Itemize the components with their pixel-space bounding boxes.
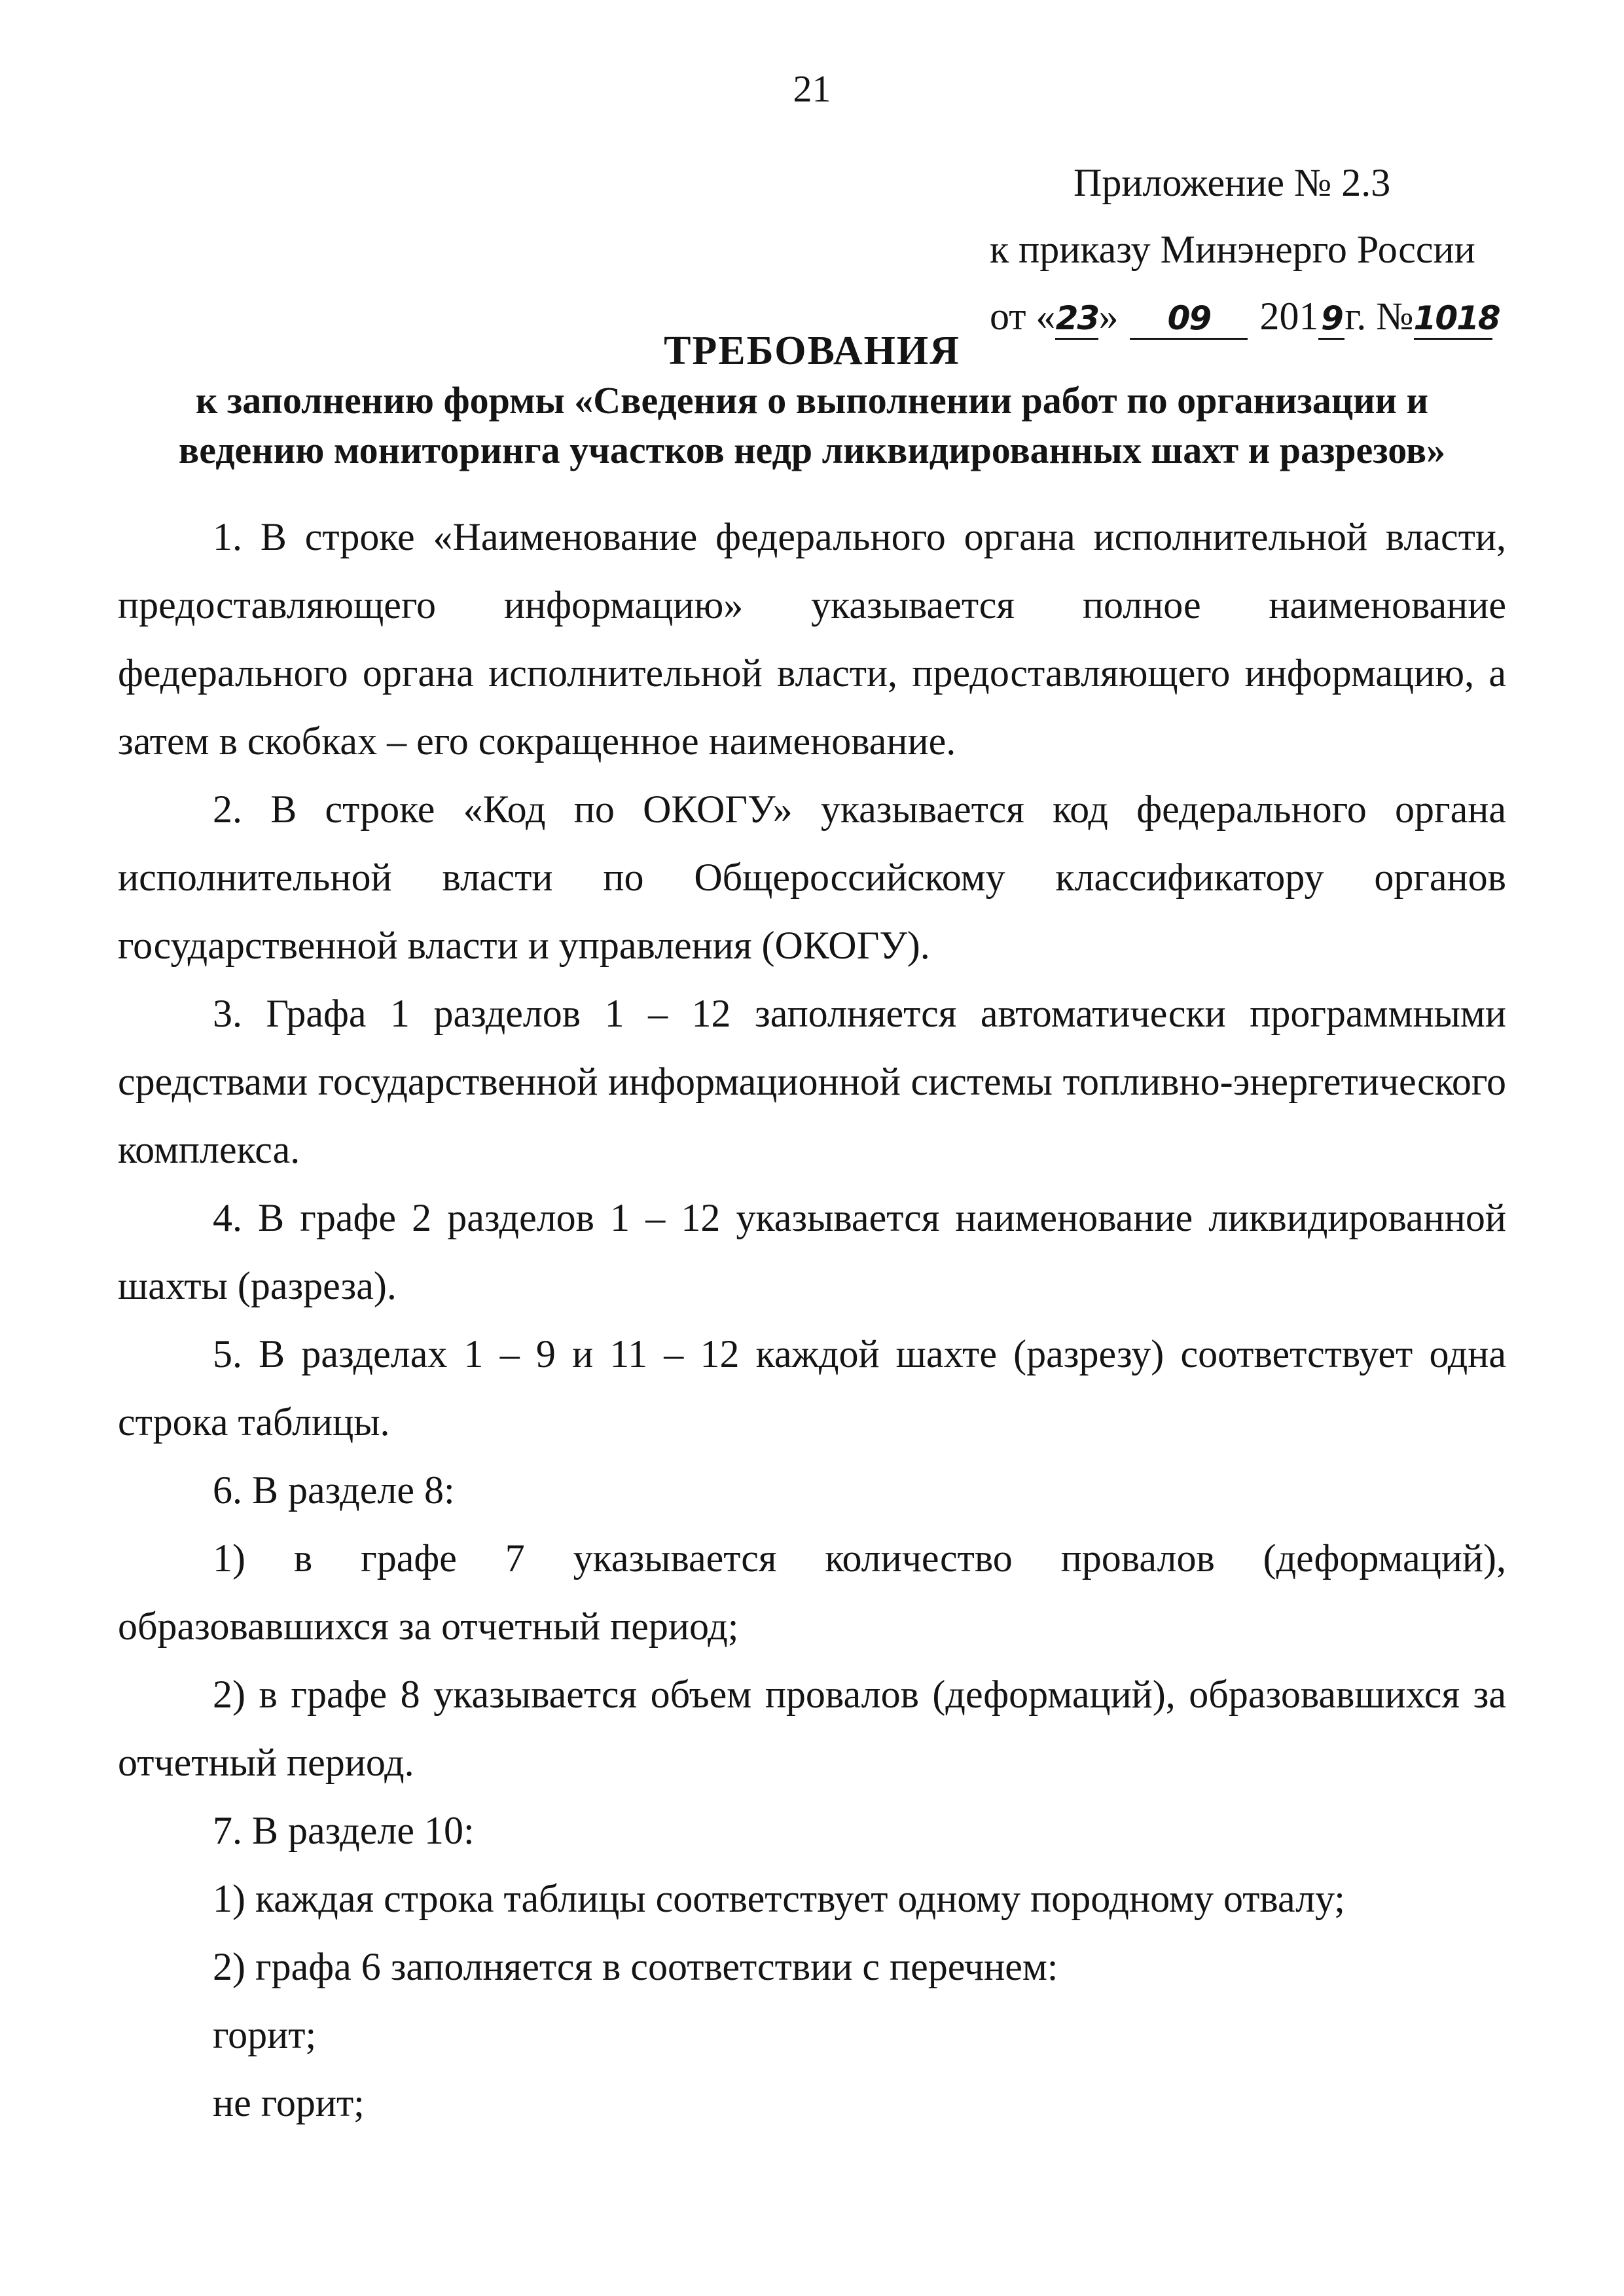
document-body	[118, 503, 1506, 2137]
appendix-title: Приложение № 2.3	[1074, 161, 1391, 204]
list-value-burning: горит;	[213, 2013, 317, 2056]
date-prefix: от «	[990, 295, 1056, 338]
appendix-order-ref: к приказу Минэнерго России	[990, 228, 1475, 271]
paragraph-1: 1. В строке «Наименование федерального органа исполнительной власти, предоставляющего информацию» указывается полное наименование федерального органа исполнительной власти, предоставляющего информацию, а затем в скобках – его сокращенное наименование.	[118, 515, 1506, 763]
handwritten-order-number: 1018	[1414, 299, 1492, 340]
paragraph-6-heading: 6. В разделе 8:	[213, 1468, 455, 1512]
paragraph-2: 2. В строке «Код по ОКОГУ» указывается код федерального органа исполнительной власти по Общероссийскому классификатору органов государственной власти и управления (ОКОГУ).	[118, 788, 1506, 967]
paragraph-7-heading: 7. В разделе 10:	[213, 1809, 475, 1852]
handwritten-year-digit: 9	[1318, 299, 1344, 340]
date-quote-close: »	[1098, 295, 1119, 338]
handwritten-day: 23	[1055, 299, 1098, 340]
paragraph-4: 4. В графе 2 разделов 1 – 12 указывается наименование ликвидированной шахты (разреза).	[118, 1196, 1506, 1307]
paragraph-7-item-2: 2) графа 6 заполняется в соответствии с перечнем:	[213, 1945, 1058, 1988]
page-number: 21	[793, 67, 831, 110]
paragraph-5: 5. В разделах 1 – 9 и 11 – 12 каждой шахте (разрезу) соответствует одна строка таблицы.	[118, 1332, 1506, 1444]
paragraph-6-item-1: 1) в графе 7 указывается количество провалов (деформаций), образовавшихся за отчетный период;	[118, 1537, 1506, 1648]
year-suffix: г. №	[1344, 295, 1414, 338]
paragraph-6-item-2: 2) в графе 8 указывается объем провалов (деформаций), образовавшихся за отчетный период.	[118, 1673, 1506, 1784]
handwritten-month: 09	[1130, 299, 1248, 340]
paragraph-7-item-1: 1) каждая строка таблицы соответствует одному породному отвалу;	[213, 1877, 1345, 1920]
title-line-1: к заполнению формы «Сведения о выполнении работ по организации и	[195, 379, 1429, 422]
list-value-not-burning: не горит;	[213, 2081, 365, 2124]
document-title	[118, 326, 1506, 475]
appendix-block	[982, 149, 1519, 350]
year-prefix: 201	[1259, 295, 1319, 338]
title-line-2: ведению мониторинга участков недр ликвидированных шахт и разрезов»	[178, 429, 1446, 471]
paragraph-3: 3. Графа 1 разделов 1 – 12 заполняется автоматически программными средствами государственной информационной системы топливно-энергетического комплекса.	[118, 992, 1506, 1171]
title-heading: ТРЕБОВАНИЯ	[664, 329, 960, 373]
